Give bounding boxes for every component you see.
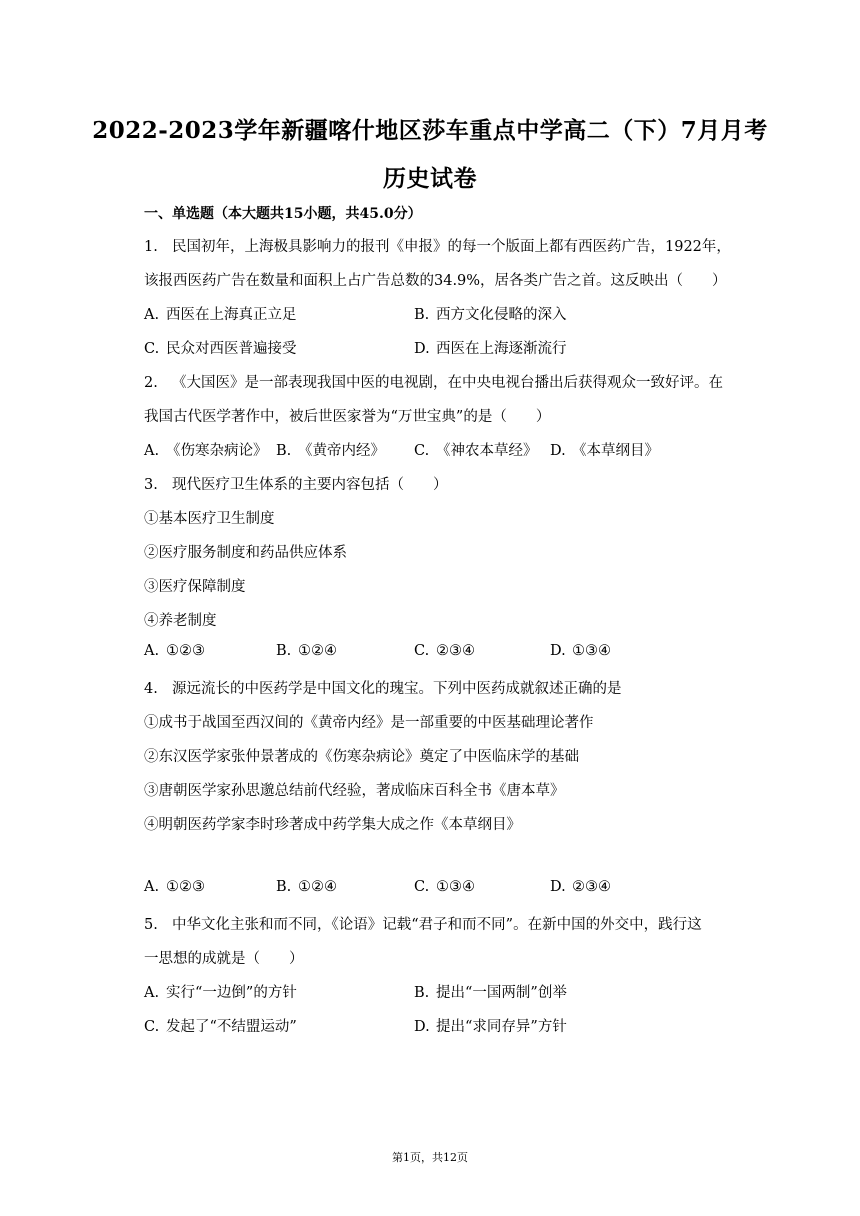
q2-option-d[interactable]: D. 《本草纲目》 — [550, 443, 659, 459]
q1-option-d[interactable]: D. 西医在上海逐渐流行 — [414, 341, 567, 357]
section-header: 一、单选题（本大题共15小题，共45.0分） — [144, 206, 422, 222]
question-4-text: 源远流长的中医药学是中国文化的瑰宝。下列中医药成就叙述正确的是 — [172, 681, 622, 697]
q4-item: ②东汉医学家张仲景著成的《伤寒杂病论》奠定了中医临床学的基础 — [144, 749, 579, 765]
q3-item: ④养老制度 — [144, 613, 217, 629]
q5-option-d[interactable]: D. 提出“求同存异”方针 — [414, 1019, 567, 1035]
q5-option-b[interactable]: B. 提出“一国两制”创举 — [414, 985, 567, 1001]
question-4-line1 — [144, 677, 622, 698]
q3-item: ③医疗保障制度 — [144, 579, 246, 595]
question-1-line2: 该报西医药广告在数量和面积上占广告总数的34.9%，居各类广告之首。这反映出（ ） — [144, 273, 727, 289]
q1-option-a[interactable]: A. 西医在上海真正立足 — [144, 307, 297, 323]
q4-item: ①成书于战国至西汉间的《黄帝内经》是一部重要的中医基础理论著作 — [144, 715, 594, 731]
q4-option-c[interactable]: C. ①③④ — [414, 879, 475, 895]
question-1-line1 — [144, 235, 731, 256]
q1-option-b[interactable]: B. 西方文化侵略的深入 — [414, 307, 567, 323]
exam-title-line1: 2022-2023学年新疆喀什地区莎车重点中学高二（下）7月月考 — [92, 117, 768, 144]
q3-item: ①基本医疗卫生制度 — [144, 511, 275, 527]
q4-option-a[interactable]: A. ①②③ — [144, 879, 205, 895]
question-4-number: 4. — [144, 681, 158, 697]
question-5-line1 — [144, 913, 702, 934]
question-5-text: 中华文化主张和而不同，《论语》记载“君子和而不同”。在新中国的外交中，践行这 — [172, 917, 702, 933]
q4-option-b[interactable]: B. ①②④ — [276, 879, 337, 895]
q3-option-a[interactable]: A. ①②③ — [144, 643, 205, 659]
question-1-text: 民国初年，上海极具影响力的报刊《申报》的每一个版面上都有西医药广告，1922年， — [172, 239, 731, 255]
q2-option-c[interactable]: C. 《神农本草经》 — [414, 443, 538, 459]
q5-option-a[interactable]: A. 实行“一边倒”的方针 — [144, 985, 297, 1001]
question-3-number: 3. — [144, 477, 158, 493]
question-2-number: 2. — [144, 375, 158, 391]
question-1-number: 1. — [144, 239, 158, 255]
q2-option-a[interactable]: A. 《伤寒杂病论》 — [144, 443, 268, 459]
exam-title-line2: 历史试卷 — [383, 165, 477, 192]
page-footer: 第1页，共12页 — [392, 1151, 468, 1164]
q3-option-b[interactable]: B. ①②④ — [276, 643, 337, 659]
question-2-line1 — [144, 371, 723, 392]
q3-item: ②医疗服务制度和药品供应体系 — [144, 545, 347, 561]
q5-option-c[interactable]: C. 发起了“不结盟运动” — [144, 1019, 297, 1035]
question-2-text: 《大国医》是一部表现我国中医的电视剧，在中央电视台播出后获得观众一致好评。在 — [172, 375, 723, 391]
q3-option-c[interactable]: C. ②③④ — [414, 643, 475, 659]
question-3-text: 现代医疗卫生体系的主要内容包括（ ） — [172, 477, 448, 493]
q3-option-d[interactable]: D. ①③④ — [550, 643, 611, 659]
q4-item: ④明朝医药学家李时珍著成中药学集大成之作《本草纲目》 — [144, 817, 521, 833]
q4-option-d[interactable]: D. ②③④ — [550, 879, 611, 895]
q1-option-c[interactable]: C. 民众对西医普遍接受 — [144, 341, 297, 357]
q4-item: ③唐朝医学家孙思邈总结前代经验，著成临床百科全书《唐本草》 — [144, 783, 565, 799]
question-3-line1 — [144, 473, 448, 494]
question-5-line2: 一思想的成就是（ ） — [144, 951, 304, 967]
question-5-number: 5. — [144, 917, 158, 933]
question-2-line2: 我国古代医学著作中，被后世医家誉为“万世宝典”的是（ ） — [144, 409, 551, 425]
q2-option-b[interactable]: B. 《黄帝内经》 — [276, 443, 385, 459]
